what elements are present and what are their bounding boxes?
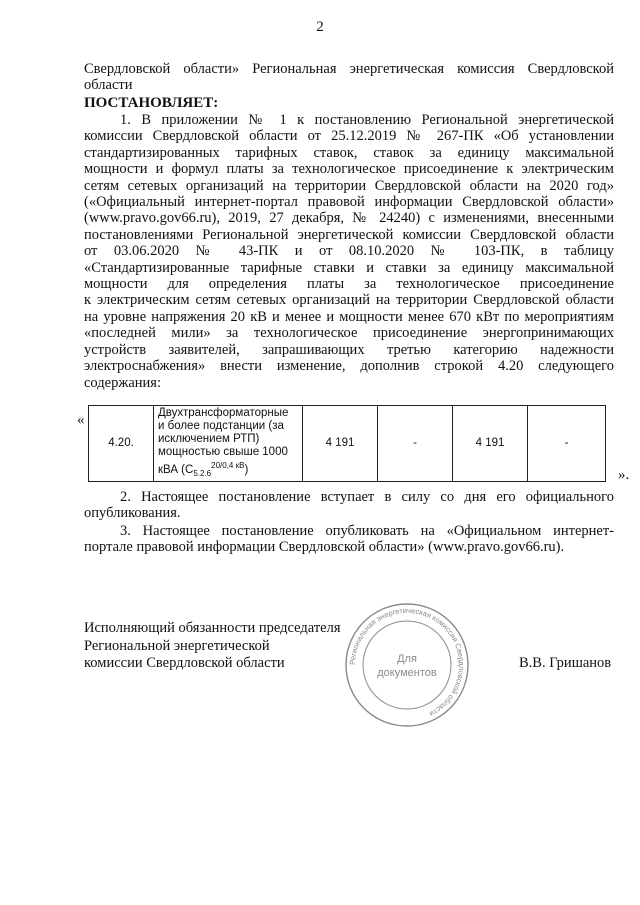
- text-line: комиссии Свердловской области от 25.12.2019 № 267-ПК «Об установлении: [84, 128, 614, 145]
- table-row: [89, 406, 606, 482]
- paragraph-2: [84, 489, 614, 522]
- signatory-title-line: Исполняющий обязанности председателя: [84, 620, 341, 636]
- text-line: устройств заявителей, запрашивающих третью категорию надежности: [84, 341, 614, 358]
- value-cell-3: 4 191: [453, 406, 528, 482]
- text-line: содержания:: [84, 374, 162, 391]
- text-line: к электрическим сетям сетевых организаций на территории Свердловской области: [84, 292, 614, 309]
- stamp-center-line-1: Для: [397, 653, 417, 665]
- text-line: мощности и формул платы за технологическое присоединение к электрическим: [84, 161, 614, 178]
- text-line: «Стандартизированные тарифные ставки и ставки за единицу максимальной: [84, 259, 614, 276]
- text-line: мощности для определения платы за технологическое присоединение: [84, 276, 614, 293]
- resolves-heading: ПОСТАНОВЛЯЕТ:: [84, 95, 219, 111]
- page-number: 2: [316, 19, 324, 35]
- text-line: постановлениями Региональной энергетической комиссии Свердловской области: [84, 226, 614, 243]
- signatory-name: В.В. Гришанов: [519, 655, 612, 671]
- intro-paragraph: [84, 61, 614, 94]
- stamp-center-line-2: документов: [377, 667, 437, 679]
- text-line: 2. Настоящее постановление вступает в силу со дня его официального: [120, 489, 614, 505]
- description-subscript: 5.2.6: [193, 469, 212, 479]
- text-line: электроснабжения» внести изменение, дополнив строкой 4.20 следующего: [84, 358, 614, 375]
- signatory-block: [84, 620, 354, 673]
- paragraph-3: [84, 523, 614, 556]
- text-line: («Официальный интернет-портал правовой информации Свердловской области»: [84, 194, 614, 211]
- text-line: области: [84, 77, 133, 94]
- stamp-ring-textpath: Региональная энергетическая комиссия Свердловской области: [347, 605, 467, 719]
- signatory-title-line: комиссии Свердловской области: [84, 655, 285, 671]
- text-line: сетям сетевых организаций на территории Свердловской области на 2020 год»: [84, 177, 614, 194]
- description-superscript: 20/0,4 кВ: [211, 461, 245, 470]
- tariff-row-table: [88, 405, 606, 482]
- value-cell-4: -: [528, 406, 606, 482]
- text-line: стандартизированных тарифных ставок, ставок за единицу максимальной: [84, 144, 614, 161]
- text-line: на уровне напряжения 20 кВ и менее и мощности менее 670 кВт по мероприятиям: [84, 308, 614, 325]
- signatory-title-line: Региональной энергетической: [84, 637, 270, 654]
- stamp-outer-ring: [346, 604, 468, 726]
- text-line: опубликования.: [84, 505, 181, 522]
- text-line: (www.pravo.gov66.ru), 2019, 27 декабря, № 24240) с изменениями, внесенными: [84, 210, 614, 227]
- stamp-inner-ring: [363, 621, 451, 709]
- row-description-cell: [154, 406, 303, 482]
- text-line: Свердловской области» Региональная энергетическая комиссия Свердловской: [84, 61, 614, 77]
- text-line: портале правовой информации Свердловской области» (www.pravo.gov66.ru).: [84, 539, 565, 556]
- description-text: Двухтрансформаторные и более подстанции (за исключением РТП) мощностью свыше 1000 кВА (C: [158, 407, 289, 476]
- value-cell-2: -: [378, 406, 453, 482]
- value-cell-1: 4 191: [303, 406, 378, 482]
- row-number-cell: 4.20.: [89, 406, 154, 482]
- quote-open: «: [77, 412, 85, 428]
- text-line: от 03.06.2020 № 43-ПК и от 08.10.2020 № 103-ПК, в таблицу: [84, 243, 614, 260]
- official-stamp: [342, 600, 472, 730]
- paragraph-1: [84, 112, 614, 391]
- text-line: «последней мили» за технологическое присоединение энергопринимающих: [84, 325, 614, 342]
- description-end: ): [244, 463, 249, 476]
- quote-close: ».: [618, 467, 630, 483]
- text-line: 3. Настоящее постановление опубликовать на «Официальном интернет-: [120, 523, 614, 539]
- text-line: 1. В приложении № 1 к постановлению Региональной энергетической: [120, 112, 614, 128]
